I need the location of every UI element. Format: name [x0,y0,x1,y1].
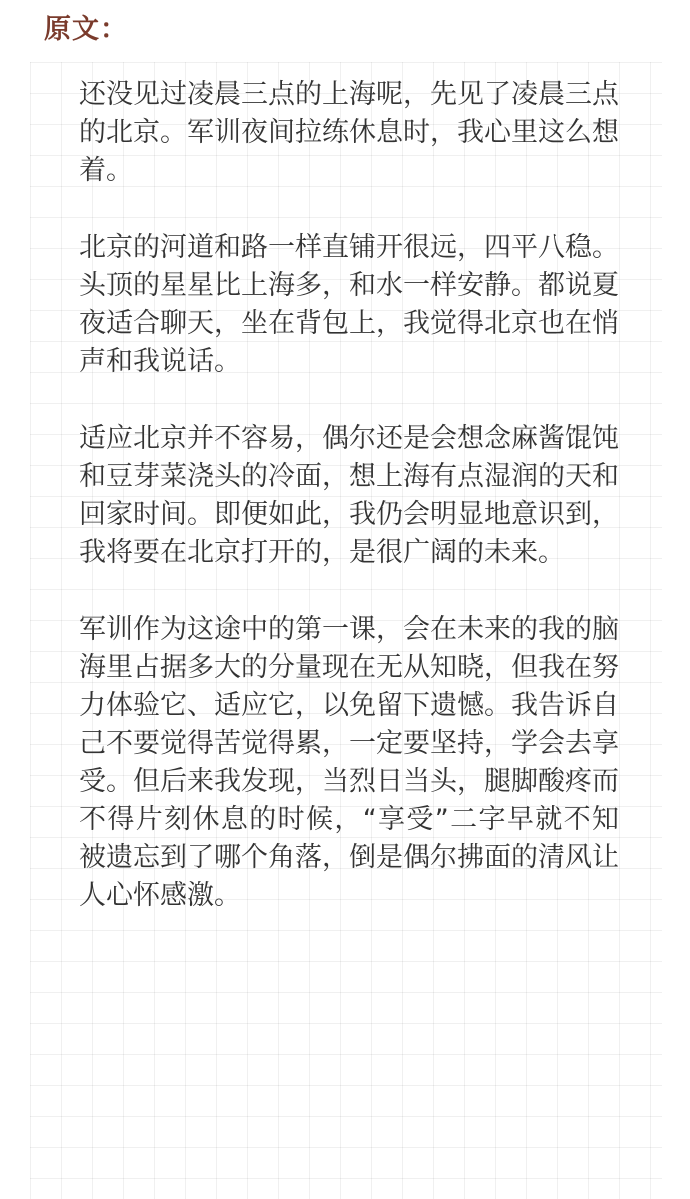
paragraph-4: 军训作为这途中的第一课，会在未来的我的脑海里占据多大的分量现在无从知晓，但我在努力体验它、适应它，以免留下遗憾。我告诉自己不要觉得苦觉得累，一定要坚持，学会去享受。但后来我发现，当烈日当头，腿脚酸疼而不得片刻休息的时候，“享受”二字早就不知被遗忘到了哪个角落，倒是偶尔拂面的清风让人心怀感激。 [79,614,619,911]
heading-label: 原文： [44,14,128,45]
paragraph-2: 北京的河道和路一样直铺开很远，四平八稳。头顶的星星比上海多，和水一样安静。都说夏夜适合聊天，坐在背包上，我觉得北京也在悄声和我说话。 [79,232,619,377]
article-body [79,76,619,954]
paragraph-3: 适应北京并不容易，偶尔还是会想念麻酱馄饨和豆芽菜浇头的冷面，想上海有点湿润的天和回家时间。即便如此，我仍会明显地意识到，我将要在北京打开的，是很广阔的未来。 [79,423,619,568]
paragraph-1: 还没见过凌晨三点的上海呢，先见了凌晨三点的北京。军训夜间拉练休息时，我心里这么想着。 [79,79,619,186]
